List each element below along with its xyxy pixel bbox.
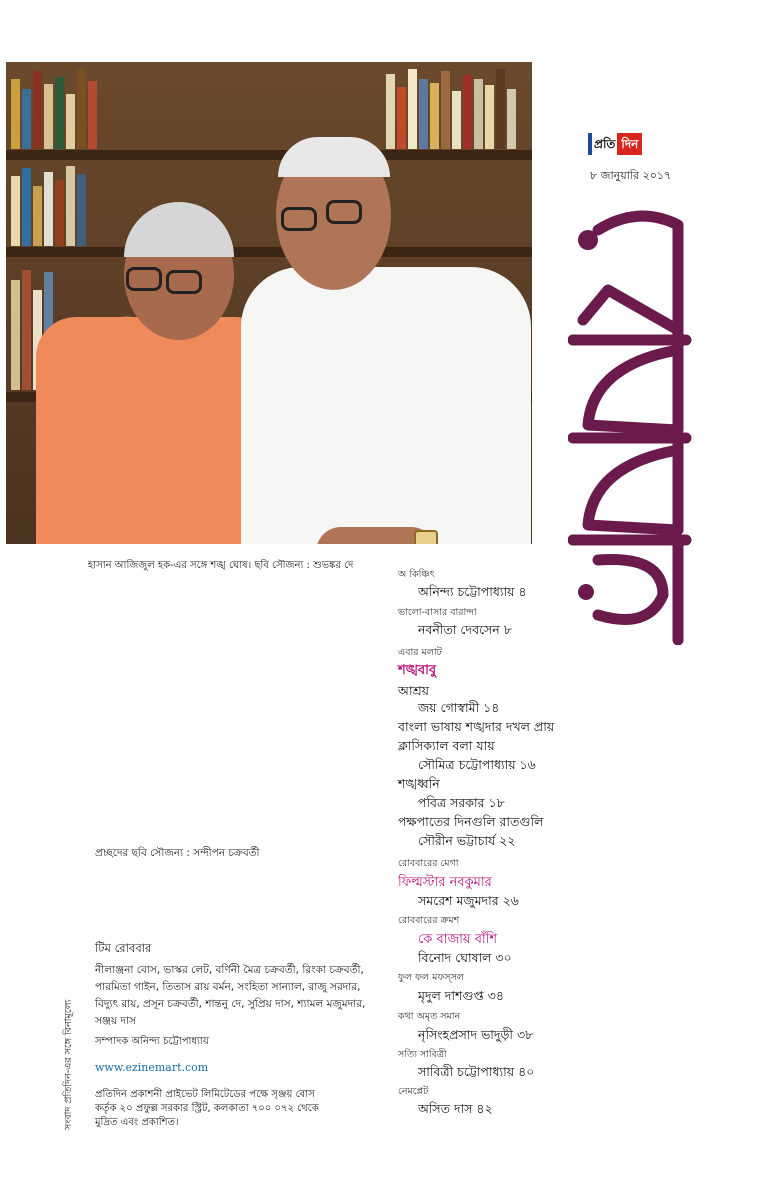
toc-author: অনিন্দ্য চট্টোপাধ্যায় ৪ [418,584,527,599]
glasses-icon [326,200,362,224]
toc-section: ভালো-বাসার বারান্দা [398,607,477,618]
logo-part-1: প্রতি [594,137,616,151]
toc-headline: কে বাজায় বাঁশি [418,932,498,947]
glasses-icon [166,270,202,294]
toc-section: নেমপ্লেট [398,1086,429,1097]
toc-section: সত্যি সাবিত্রী [398,1049,447,1060]
team-members: নীলাঞ্জনা বোস, ভাস্কর লেট, বর্ণিনী মৈত্র চক্রবর্তী, রিংকা চক্রবর্তী, পারমিতা গাইন, তিতাস রায় বর্মন, সংহিতা সান্যাল, রাজু সরদার, বিদ্যুৎ রায়, প্রসূন চক্রবর্তী, শান্তনু দে, সুপ্রিয় দাস, শ্যামল মজুমদার, সঞ্জয় দাস [95,964,366,1027]
toc-section: ফুল ফল মফস্সল [398,972,464,983]
glasses-icon [126,267,162,291]
pratidin-logo [588,133,660,155]
toc-section: এবার মলাট [398,647,442,658]
toc-headline: ফিল্মস্টার নবকুমার [398,875,492,890]
team-title: টিম রোববার [95,941,152,955]
free-supplement-note: সংবাদ প্রতিদিন-এর সঙ্গে বিনামূল্যে [63,999,74,1130]
hair [124,202,234,257]
photo-caption: হাসান আজিজুল হক-এর সঙ্গে শঙ্খ ঘোষ। ছবি সৌজন্য : শুভঙ্কর দে [88,560,354,571]
toc-author: নৃসিংহপ্রসাদ ভাদুড়ী ৩৮ [418,1027,534,1042]
person-left [36,317,276,544]
watch-icon [414,530,438,544]
books [11,67,99,149]
toc-author: জয় গোস্বামী ১৪ [418,700,500,715]
toc-section: কথা অমৃত সমান [398,1011,461,1022]
toc-author: সমরেশ মজুমদার ২৬ [418,893,519,908]
bookshelf [6,247,532,257]
toc-author: বিনোদ ঘোষাল ৩০ [418,950,512,965]
editor-credit: সম্পাদক অনিন্দ্য চট্টোপাধ্যায় [95,1036,209,1047]
glasses-icon [281,207,317,231]
issue-date: ৮ জানুয়ারি ২০১৭ [590,169,672,182]
toc-section: রোববারের মেগা [398,858,459,869]
toc-section: অ কিঞ্চিৎ [398,569,435,580]
cover-photo-credit: প্রচ্ছদের ছবি সৌজন্য : সন্দীপন চক্রবর্তী [95,847,260,859]
toc-title: পক্ষপাতের দিনগুলি রাতগুলি [398,814,544,829]
website-link[interactable]: www.ezinemart.com [95,1061,209,1074]
masthead-logo [568,200,692,645]
toc-author: অসিত দাস ৪২ [418,1101,493,1116]
toc-author: সাবিত্রী চট্টোপাধ্যায় ৪০ [418,1064,535,1079]
toc-title: আশ্রয় [398,683,430,698]
bookshelf [6,150,532,160]
toc-headline: শঙ্খবাবু [398,663,437,678]
toc-title: বাংলা ভাষায় শঙ্খদার দখল প্রায় [398,719,555,734]
toc-author: সৌরীন ভট্টাচার্য ২২ [418,833,516,848]
toc-author: মৃদুল দাশগুপ্ত ৩৪ [418,988,504,1003]
books [11,162,88,246]
toc-title: ক্লাসিক্যাল বলা যায় [398,738,495,753]
toc-author: নবনীতা দেবসেন ৮ [418,622,512,637]
imprint-text: প্রতিদিন প্রকাশনী প্রাইভেট লিমিটেডের পক্ষে সৃঞ্জয় বোস কর্তৃক ২০ প্রফুল্ল সরকার স্ট্রিট, কলকাতা ৭০০ ০৭২ থেকে মুদ্রিত এবং প্রকাশিত। [95,1089,319,1128]
cover-photo [6,62,532,544]
hair [278,137,390,177]
toc-author: পবিত্র সরকার ১৮ [418,795,505,810]
logo-part-2: দিন [617,133,642,155]
books [386,67,518,149]
toc-title: শঙ্খধ্বনি [398,776,440,791]
toc-section: রোববারের ক্রমশ [398,915,460,926]
toc-author: সৌমিত্র চট্টোপাধ্যায় ১৬ [418,757,536,772]
person-right [241,267,531,544]
